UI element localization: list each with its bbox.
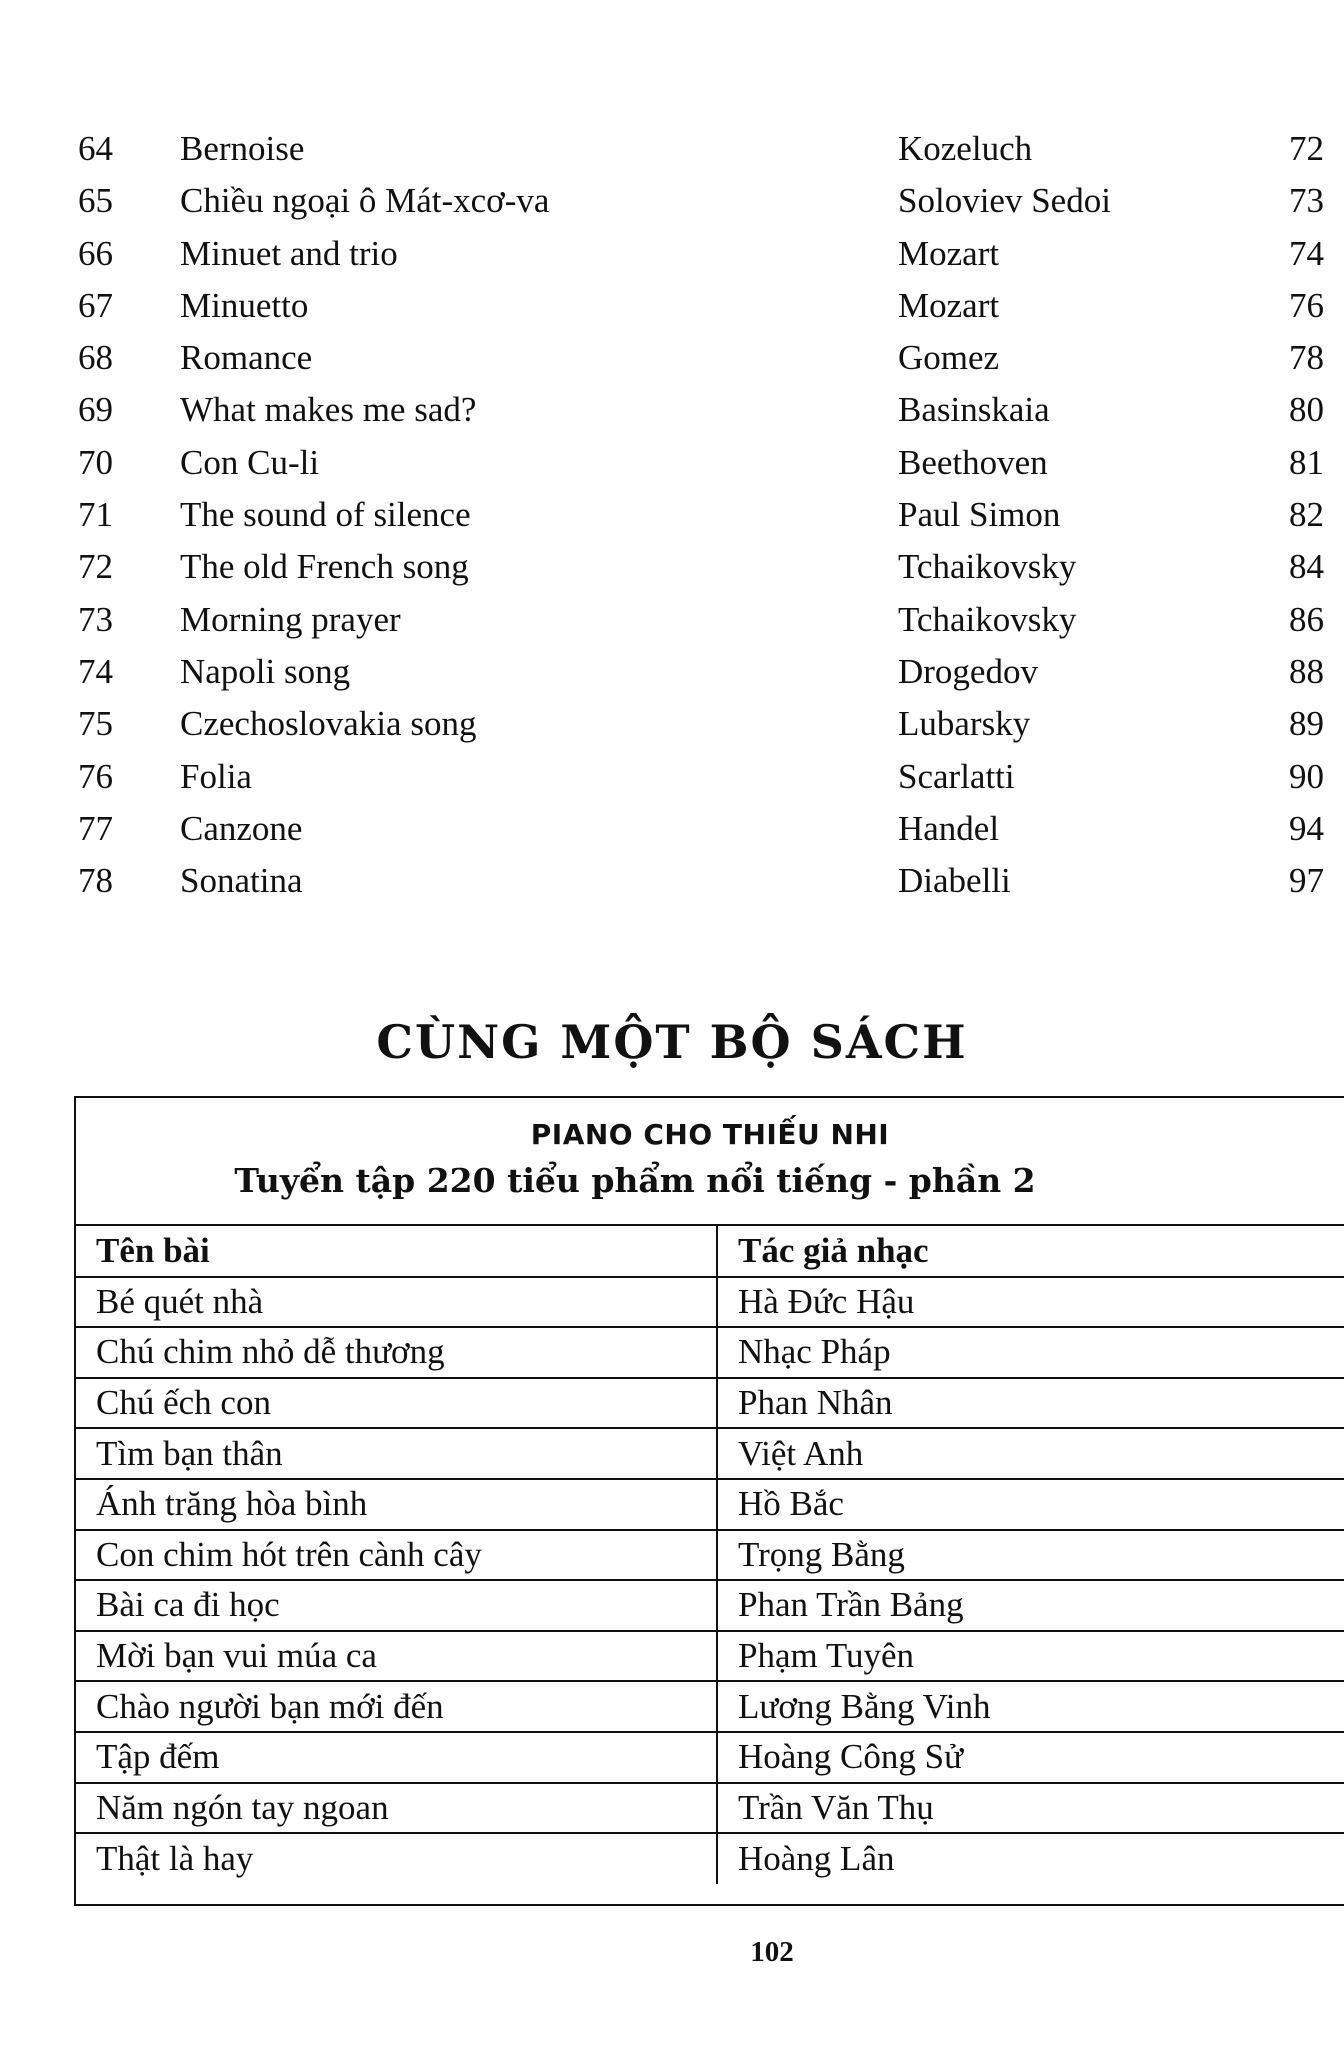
table-row (76, 1428, 1344, 1479)
toc-composer: Tchaikovsky (898, 599, 1077, 639)
toc-title: Romance (180, 338, 313, 378)
song-cell: Chào người bạn mới đến (76, 1681, 717, 1732)
toc-row (0, 175, 1344, 227)
song-cell: Tập đếm (76, 1732, 717, 1783)
table-row (76, 1783, 1344, 1834)
toc-page: 88 (1289, 651, 1324, 691)
toc-row (0, 123, 1344, 175)
toc-title: Canzone (180, 808, 303, 848)
toc-composer: Mozart (898, 233, 1000, 273)
toc-title: Minuet and trio (180, 233, 398, 273)
toc-composer: Scarlatti (898, 756, 1015, 796)
toc-composer: Mozart (898, 285, 1000, 325)
toc-page: 76 (1289, 285, 1324, 325)
toc-composer: Basinskaia (898, 390, 1050, 430)
toc-row (0, 384, 1344, 436)
composer-cell: Nhạc Pháp (717, 1327, 1344, 1378)
composer-cell: Trần Văn Thụ (717, 1783, 1344, 1834)
toc-title: What makes me sad? (180, 390, 477, 430)
series-table-box (74, 1096, 1344, 1906)
toc-number: 73 (78, 599, 113, 639)
composer-cell: Trọng Bằng (717, 1530, 1344, 1581)
composer-cell: Lương Bằng Vinh (717, 1681, 1344, 1732)
section-title: CÙNG MỘT BỘ SÁCH (376, 1015, 968, 1069)
toc-title: The old French song (180, 547, 469, 587)
toc-page: 94 (1289, 808, 1324, 848)
table-row (76, 1681, 1344, 1732)
toc-title: Napoli song (180, 651, 351, 691)
table-of-contents (0, 123, 1344, 907)
toc-composer: Diabelli (898, 861, 1011, 901)
table-row (76, 1479, 1344, 1530)
toc-page: 80 (1289, 390, 1324, 430)
table-row (76, 1378, 1344, 1429)
toc-row (0, 228, 1344, 280)
toc-title: Chiều ngoại ô Mát-xcơ-va (180, 181, 550, 221)
toc-row (0, 646, 1344, 698)
toc-page: 73 (1289, 181, 1324, 221)
table-row (76, 1277, 1344, 1328)
toc-row (0, 280, 1344, 332)
toc-title: Sonatina (180, 861, 303, 901)
toc-number: 69 (78, 390, 113, 430)
song-cell: Chú ếch con (76, 1378, 717, 1429)
song-cell: Bé quét nhà (76, 1277, 717, 1328)
composer-cell: Hoàng Lân (738, 1838, 895, 1878)
composer-cell: Phan Trần Bảng (717, 1580, 1344, 1631)
column-header-song: Tên bài (76, 1226, 717, 1277)
toc-row (0, 855, 1344, 907)
toc-number: 72 (78, 547, 113, 587)
song-cell: Con chim hót trên cành cây (76, 1530, 717, 1581)
composer-cell: Hà Đức Hậu (717, 1277, 1344, 1328)
toc-composer: Beethoven (898, 442, 1048, 482)
toc-composer: Soloviev Sedoi (898, 181, 1111, 221)
series-title: PIANO CHO THIẾU NHI (530, 1118, 890, 1151)
toc-number: 76 (78, 756, 113, 796)
table-row (76, 1580, 1344, 1631)
toc-page: 78 (1289, 338, 1324, 378)
toc-number: 71 (78, 495, 113, 535)
toc-title: Morning prayer (180, 599, 401, 639)
toc-page: 72 (1289, 129, 1324, 168)
column-header-composer: Tác giả nhạc (717, 1226, 1344, 1277)
series-subtitle: Tuyển tập 220 tiểu phẩm nổi tiếng - phần 2 (234, 1161, 1036, 1200)
toc-row (0, 698, 1344, 750)
toc-row (0, 541, 1344, 593)
song-cell: Mời bạn vui múa ca (76, 1631, 717, 1682)
toc-number: 68 (78, 338, 113, 378)
toc-row (0, 751, 1344, 803)
toc-page: 90 (1289, 756, 1324, 796)
toc-row (0, 437, 1344, 489)
song-cell: Chú chim nhỏ dễ thương (76, 1327, 717, 1378)
table-row (76, 1327, 1344, 1378)
toc-page: 81 (1289, 442, 1324, 482)
table-row (76, 1631, 1344, 1682)
song-table (76, 1226, 1344, 1884)
song-cell: Bài ca đi học (76, 1580, 717, 1631)
toc-composer: Paul Simon (898, 495, 1061, 535)
composer-cell: Việt Anh (717, 1428, 1344, 1479)
toc-page: 82 (1289, 495, 1324, 535)
toc-composer: Gomez (898, 338, 1000, 378)
toc-page: 74 (1289, 233, 1324, 273)
table-row (76, 1833, 1344, 1884)
toc-title: Minuetto (180, 285, 309, 325)
toc-title: Con Cu-li (180, 442, 320, 482)
composer-cell: Phạm Tuyên (717, 1631, 1344, 1682)
composer-cell: Hồ Bắc (717, 1479, 1344, 1530)
toc-composer: Drogedov (898, 651, 1038, 691)
toc-number: 66 (78, 233, 113, 273)
song-cell: Tìm bạn thân (76, 1428, 717, 1479)
toc-number: 70 (78, 442, 113, 482)
page-number: 102 (750, 1936, 794, 1968)
series-header (76, 1098, 1344, 1226)
toc-number: 67 (78, 285, 113, 325)
toc-number: 65 (78, 181, 113, 221)
toc-number: 75 (78, 704, 113, 744)
toc-page: 97 (1289, 861, 1324, 901)
toc-composer: Lubarsky (898, 704, 1031, 744)
toc-row (0, 803, 1344, 855)
toc-title: Czechoslovakia song (180, 704, 477, 744)
table-row (76, 1530, 1344, 1581)
toc-row (0, 594, 1344, 646)
table-row (76, 1732, 1344, 1783)
toc-title: The sound of silence (180, 495, 471, 535)
song-cell: Thật là hay (76, 1833, 717, 1884)
song-cell: Năm ngón tay ngoan (76, 1783, 717, 1834)
toc-number: 64 (78, 129, 113, 168)
toc-title: Bernoise (180, 129, 305, 168)
toc-page: 84 (1289, 547, 1324, 587)
song-cell: Ánh trăng hòa bình (76, 1479, 717, 1530)
toc-number: 78 (78, 861, 113, 901)
toc-row (0, 332, 1344, 384)
toc-composer: Handel (898, 808, 1000, 848)
toc-title: Folia (180, 756, 252, 796)
toc-number: 74 (78, 651, 113, 691)
table-header-row (76, 1226, 1344, 1277)
toc-composer: Tchaikovsky (898, 547, 1077, 587)
composer-cell: Hoàng Công Sử (717, 1732, 1344, 1783)
composer-cell: Phan Nhân (717, 1378, 1344, 1429)
toc-page: 89 (1289, 704, 1324, 744)
toc-number: 77 (78, 808, 113, 848)
toc-composer: Kozeluch (898, 129, 1033, 168)
toc-page: 86 (1289, 599, 1324, 639)
toc-row (0, 489, 1344, 541)
